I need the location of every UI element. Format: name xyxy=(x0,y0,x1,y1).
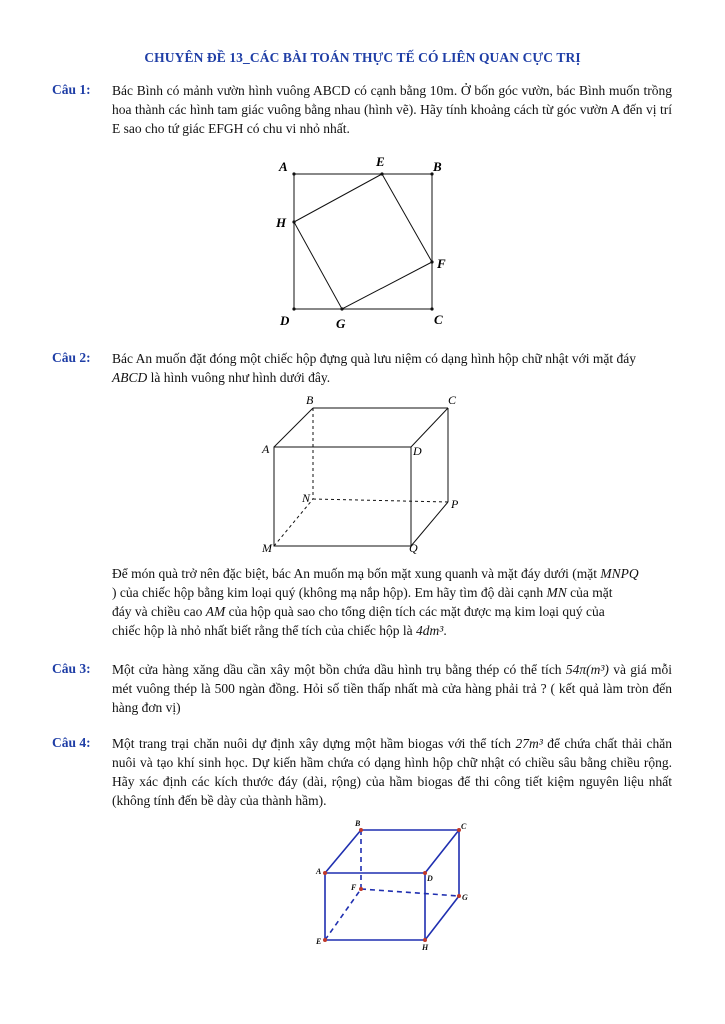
label-c: C xyxy=(434,312,443,327)
question-1-text xyxy=(112,81,672,138)
quadrilateral-efgh xyxy=(294,174,432,309)
label-q: Q xyxy=(409,541,418,555)
label-a: A xyxy=(316,867,322,876)
question-1-label: Câu 1: xyxy=(52,82,91,97)
label-e: E xyxy=(376,154,385,169)
question-3-text: Một cửa hàng xăng dầu cần xây một bồn chứa dầu hình trụ bằng thép có thể tích 54π(m³) và giá mỗi mét vuông thép là 500 ngàn đồng. Hỏi số tiền thấp nhất mà cửa hàng phải trả ? ( kết quả làm tròn đến hàng đơn vị) xyxy=(112,662,673,715)
label-d: D xyxy=(427,874,433,883)
label-g: G xyxy=(336,316,346,331)
figure-gift-box xyxy=(258,392,468,557)
figure-biogas-box xyxy=(305,816,480,956)
label-a: A xyxy=(279,159,288,174)
label-n: N xyxy=(302,491,311,505)
question-2-label: Câu 2: xyxy=(52,350,91,365)
label-e: E xyxy=(316,937,322,946)
label-m: M xyxy=(262,541,272,555)
label-h: H xyxy=(422,943,429,952)
square-abcd xyxy=(294,174,432,309)
label-g: G xyxy=(462,893,468,902)
label-b: B xyxy=(306,393,314,407)
figure-square-garden xyxy=(268,150,458,335)
question-4-text: Một trang trại chăn nuôi dự định xây dựng một hầm biogas với thể tích 27m³ để chứa chất thải chăn nuôi và tạo khí sinh học. Dự kiến hầm chứa có dạng hình hộp chữ nhật có chiều sâu bằng chiều rộng. Hãy xác định các kích thước đáy (dài, rộng) của hầm biogas để thi công tiết kiệm nguyên liệu nhất (không tính đến bề dày của thành hầm). xyxy=(112,736,673,808)
label-b: B xyxy=(433,159,442,174)
question-4-label: Câu 4: xyxy=(52,735,91,750)
page-title: CHUYÊN ĐỀ 13_CÁC BÀI TOÁN THỰC TẾ CÓ LIÊN QUAN CỰC TRỊ xyxy=(144,50,581,65)
question-2-text-body: Để món quà trở nên đặc biệt, bác An muốn mạ bốn mặt xung quanh và mặt đáy dưới (mặt MNPQ ) của chiếc hộp bằng kim loại quý (không mạ nắp hộp). Em hãy tìm độ dài cạnh MN của mặt đáy và chiều cao AM của hộp quà sao cho tổng diện tích các mặt được mạ kim loại quý của chiếc hộp là nhỏ nhất biết rằng thể tích của chiếc hộp là 4dm³. xyxy=(112,566,639,638)
label-c: C xyxy=(461,822,467,831)
label-h: H xyxy=(276,215,287,230)
label-p: P xyxy=(451,497,459,511)
label-c: C xyxy=(448,393,457,407)
label-f: F xyxy=(351,883,357,892)
label-d: D xyxy=(413,444,422,458)
label-d: D xyxy=(280,313,290,328)
label-a: A xyxy=(262,442,270,456)
label-b: B xyxy=(355,819,361,828)
label-f: F xyxy=(437,256,446,271)
question-2-text-intro: Bác An muốn đặt đóng một chiếc hộp đựng quà lưu niệm có dạng hình hộp chữ nhật với mặt đáy ABCD là hình vuông như hình dưới đây. xyxy=(112,351,636,385)
question-1-body: Bác Bình có mảnh vườn hình vuông ABCD có cạnh bằng 10m. Ở bốn góc vườn, bác Bình muốn trồng hoa thành các hình tam giác vuông bằng nhau (hình vẽ). Hãy tính khoảng cách từ góc vườn A đến vị trí E sao cho tứ giác EFGH có chu vi nhỏ nhất. xyxy=(112,83,672,136)
question-3-label: Câu 3: xyxy=(52,661,91,676)
